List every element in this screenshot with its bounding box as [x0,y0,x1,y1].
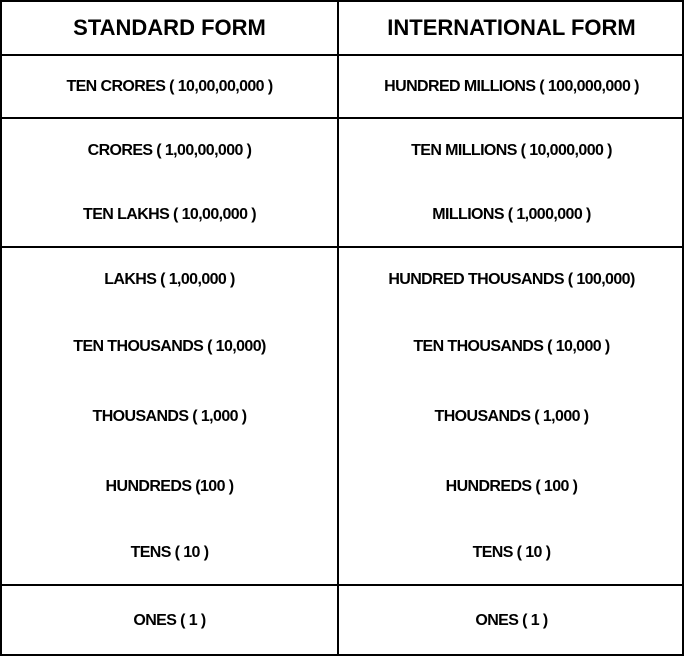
standard-cell: LAKHS ( 1,00,000 ) [104,271,235,288]
header-international-form: INTERNATIONAL FORM [387,15,636,40]
international-cell: ONES ( 1 ) [475,612,548,629]
international-cell: HUNDRED THOUSANDS ( 100,000) [388,271,635,288]
international-cell: TEN MILLIONS ( 10,000,000 ) [411,142,612,159]
international-cell: TENS ( 10 ) [472,544,551,561]
standard-cell: TEN THOUSANDS ( 10,000) [73,338,266,355]
international-cell: MILLIONS ( 1,000,000 ) [432,205,591,223]
standard-cell: THOUSANDS ( 1,000 ) [92,408,247,425]
international-cell: THOUSANDS ( 1,000 ) [434,408,589,425]
international-cell: HUNDRED MILLIONS ( 100,000,000 ) [384,77,639,95]
standard-cell: TENS ( 10 ) [130,544,209,561]
standard-cell: TEN LAKHS ( 10,00,000 ) [83,205,256,223]
standard-cell: CRORES ( 1,00,00,000 ) [87,142,252,159]
international-cell: TEN THOUSANDS ( 10,000 ) [413,338,610,355]
standard-cell: HUNDREDS (100 ) [105,478,234,495]
standard-cell: ONES ( 1 ) [133,612,206,629]
international-cell: HUNDREDS ( 100 ) [445,478,578,495]
standard-cell: TEN CRORES ( 10,00,00,000 ) [66,77,273,95]
header-standard-form: STANDARD FORM [73,15,266,40]
